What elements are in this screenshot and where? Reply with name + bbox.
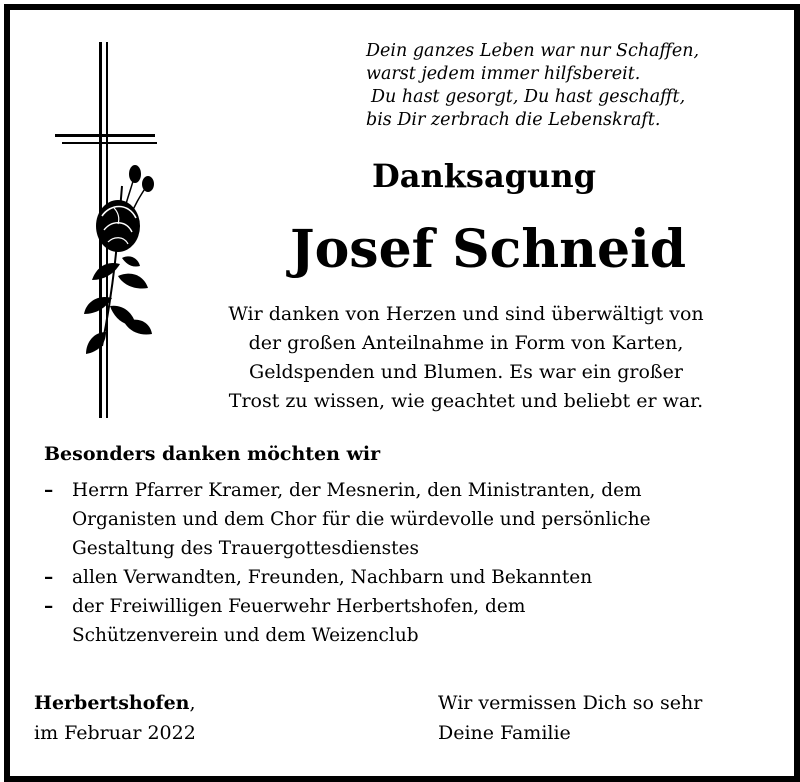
list-item-line: allen Verwandten, Freunden, Nachbarn und Bekannten bbox=[72, 567, 593, 588]
list-item-line: Organisten und dem Chor für die würdevolle und persönliche bbox=[72, 509, 651, 530]
thanks-line: Geldspenden und Blumen. Es war ein großer bbox=[249, 361, 683, 383]
date-text: im Februar 2022 bbox=[34, 722, 196, 744]
page-heading: Danksagung bbox=[372, 157, 596, 195]
list-item bbox=[44, 476, 784, 563]
list-item bbox=[44, 592, 784, 650]
rose-icon bbox=[84, 165, 154, 354]
thanks-line: der großen Anteilnahme in Form von Karten, bbox=[248, 332, 684, 354]
place-name: Herbertshofen bbox=[34, 692, 190, 714]
dash-bullet: – bbox=[44, 567, 54, 588]
signature-block bbox=[438, 688, 702, 748]
thanks-text bbox=[166, 300, 766, 416]
special-thanks-list bbox=[44, 476, 784, 650]
poem-line: Dein ganzes Leben war nur Schaffen, bbox=[366, 41, 700, 61]
dash-bullet: – bbox=[44, 596, 54, 617]
poem-line: warst jedem immer hilfsbereit. bbox=[366, 64, 641, 84]
cross-icon bbox=[40, 36, 170, 426]
family-signature: Deine Familie bbox=[438, 722, 571, 744]
dash-bullet: – bbox=[44, 480, 54, 501]
place-comma: , bbox=[189, 692, 196, 714]
poem-line: bis Dir zerbrach die Lebenskraft. bbox=[366, 110, 661, 130]
miss-text: Wir vermissen Dich so sehr bbox=[438, 692, 703, 714]
special-thanks-heading: Besonders danken möchten wir bbox=[44, 443, 381, 465]
list-item-line: der Freiwilligen Feuerwehr Herbertshofen, dem bbox=[72, 596, 526, 617]
deceased-name: Josef Schneid bbox=[290, 219, 687, 280]
list-item bbox=[44, 563, 784, 592]
place-date bbox=[34, 688, 196, 748]
poem bbox=[366, 40, 766, 132]
list-item-line: Herrn Pfarrer Kramer, der Mesnerin, den Ministranten, dem bbox=[72, 480, 642, 501]
thanks-line: Trost zu wissen, wie geachtet und beliebt er war. bbox=[228, 390, 704, 412]
poem-line: Du hast gesorgt, Du hast geschafft, bbox=[371, 87, 686, 107]
thanks-line: Wir danken von Herzen und sind überwältigt von bbox=[228, 303, 704, 325]
list-item-line: Schützenverein und dem Weizenclub bbox=[72, 625, 419, 646]
list-item-line: Gestaltung des Trauergottesdienstes bbox=[72, 538, 419, 559]
